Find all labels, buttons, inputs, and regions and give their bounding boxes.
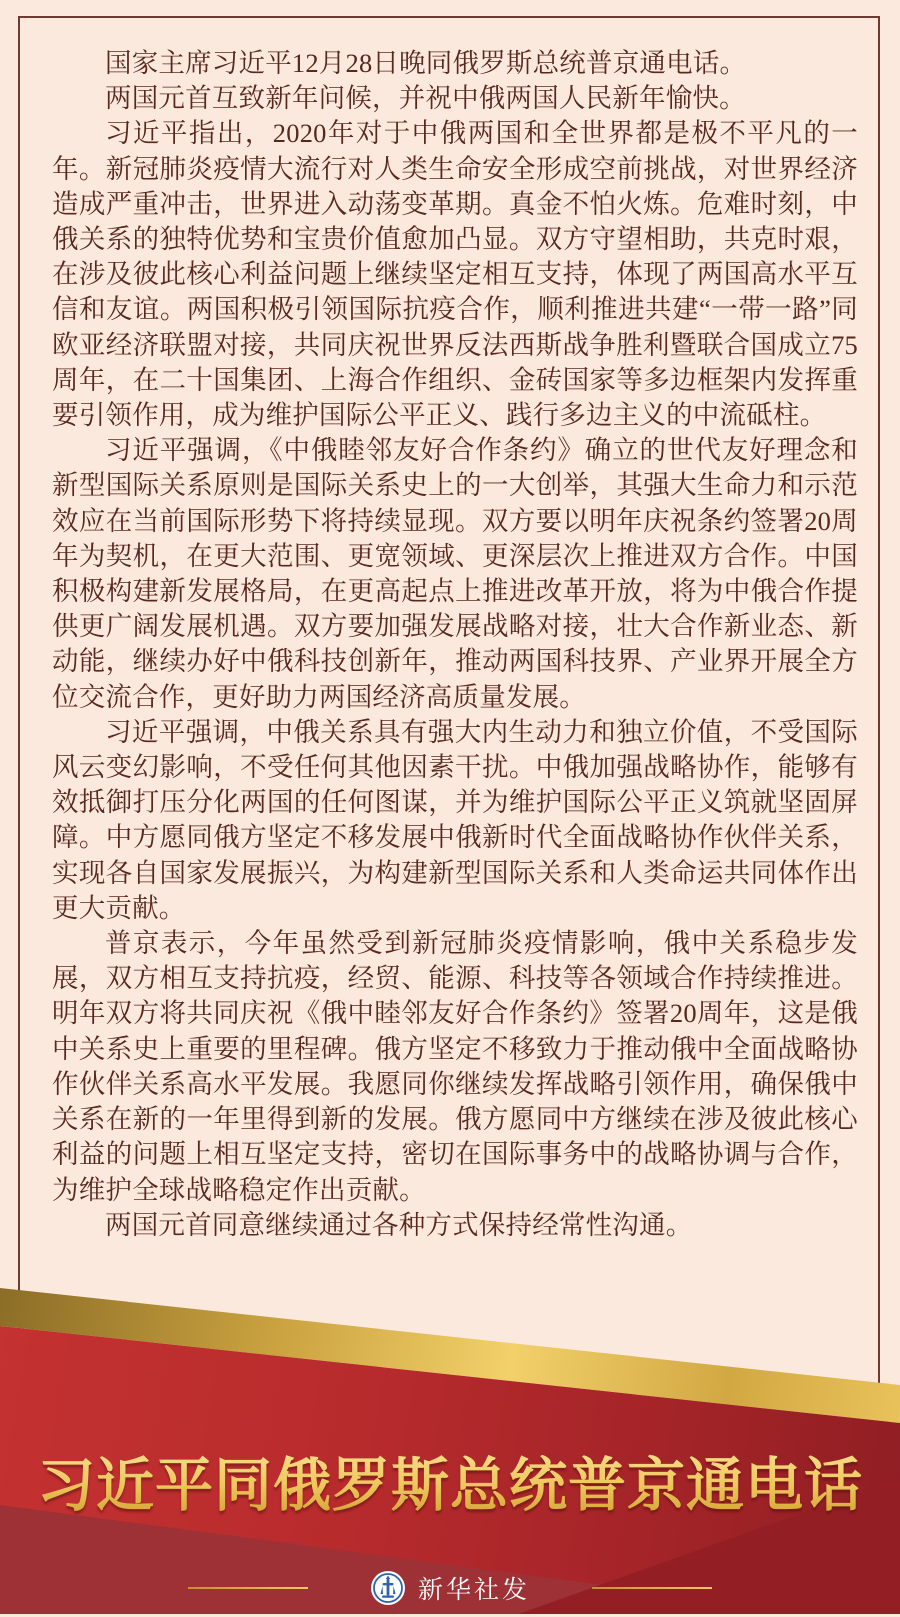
paragraph-xi-1: 习近平指出，2020年对于中俄两国和全世界都是极不平凡的一年。新冠肺炎疫情大流行对人类生命安全形成空前挑战，对世界经济造成严重冲击，世界进入动荡变革期。真金不怕火炼。危难时刻，中俄关系的独特优势和宝贵价值愈加凸显。双方守望相助，共克时艰，在涉及彼此核心利益问题上继续坚定相互支持，体现了两国高水平互信和友谊。两国积极引领国际抗疫合作，顺利推进共建“一带一路”同欧亚经济联盟对接，共同庆祝世界反法西斯战争胜利暨联合国成立75周年，在二十国集团、上海合作组织、金砖国家等多边框架内发挥重要引领作用，成为维护国际公平正义、践行多边主义的中流砥柱。 (52, 118, 858, 431)
credit-row (0, 1568, 900, 1608)
paragraph-xi-2: 习近平强调，《中俄睦邻友好合作条约》确立的世代友好理念和新型国际关系原则是国际关系史上的一大创举，其强大生命力和示范效应在当前国际形势下将持续显现。双方要以明年庆祝条约签署20周年为契机，在更大范围、更宽领域、更深层次上推进双方合作。中国积极构建新发展格局，在更高起点上推进改革开放，将为中俄合作提供更广阔发展机遇。双方要加强发展战略对接，壮大合作新业态、新动能，继续办好中俄科技创新年，推动两国科技界、产业界开展全方位交流合作，更好助力两国经济高质量发展。 (52, 435, 858, 712)
divider-line-left (188, 1587, 308, 1589)
paragraph-putin: 普京表示，今年虽然受到新冠肺炎疫情影响，俄中关系稳步发展，双方相互支持抗疫，经贸、能源、科技等各领域合作持续推进。明年双方将共同庆祝《俄中睦邻友好合作条约》签署20周年，这是俄中关系史上重要的里程碑。俄方坚定不移致力于推动俄中全面战略协作伙伴关系高水平发展。我愿同你继续发挥战略引领作用，确保俄中关系在新的一年里得到新的发展。俄方愿同中方继续在涉及彼此核心利益的问题上相互坚定支持，密切在国际事务中的战略协调与合作，为维护全球战略稳定作出贡献。 (52, 928, 858, 1205)
paragraph-greeting: 两国元首互致新年问候，并祝中俄两国人民新年愉快。 (105, 83, 746, 114)
paragraph-closing: 两国元首同意继续通过各种方式保持经常性沟通。 (105, 1209, 693, 1240)
headline-title: 习近平同俄罗斯总统普京通电话 (0, 1438, 900, 1522)
article-text (52, 46, 858, 1243)
title-banner (0, 1250, 900, 1617)
paragraph-lead: 国家主席习近平12月28日晚同俄罗斯总统普京通电话。 (105, 48, 747, 78)
divider-line-right (592, 1587, 712, 1589)
paragraph-xi-3: 习近平强调，中俄关系具有强大内生动力和独立价值，不受国际风云变幻影响，不受任何其他因素干扰。中俄加强战略协作，能够有效抵御打压分化两国的任何图谋，并为维护国际公平正义筑就坚固屏障。中方愿同俄方坚定不移发展中俄新时代全面战略协作伙伴关系，实现各自国家发展振兴，为构建新型国际关系和人类命运共同体作出更大贡献。 (52, 716, 858, 923)
credit-group (370, 1570, 530, 1606)
credit-text: 新华社发 (417, 1576, 530, 1604)
xinhua-logo-icon (370, 1570, 406, 1606)
